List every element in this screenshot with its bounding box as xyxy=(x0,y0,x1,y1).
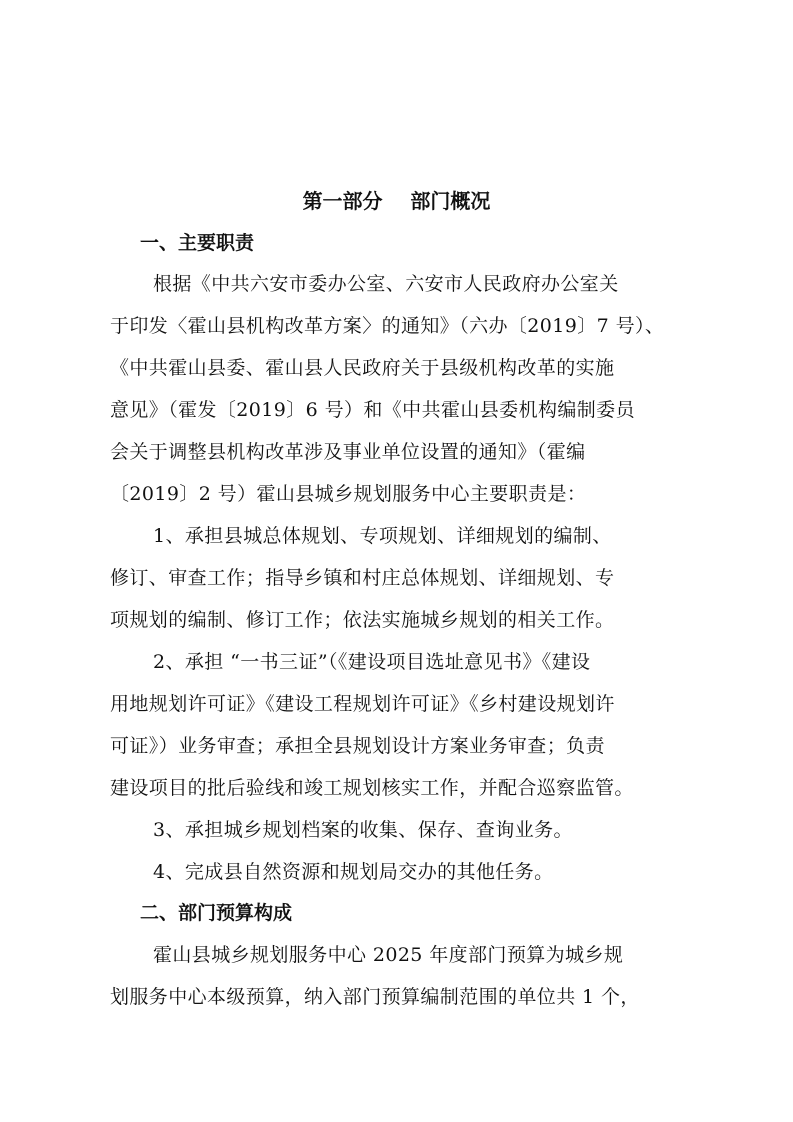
page-title: 第一部分 部门概况 xyxy=(302,189,491,213)
paragraph-line: 〔2019〕2 号）霍山县城乡规划服务中心主要职责是： xyxy=(110,483,587,505)
paragraph-line: 可证》）业务审查；承担全县规划设计方案业务审查；负责 xyxy=(110,735,605,757)
paragraph-line: 会关于调整县机构改革涉及事业单位设置的通知》（霍编 xyxy=(110,441,586,463)
paragraph-line: 建设项目的批后验线和竣工规划核实工作，并配合巡察监管。 xyxy=(110,777,634,799)
paragraph-line: 划服务中心本级预算，纳入部门预算编制范围的单位共 1 个， xyxy=(110,986,640,1008)
paragraph-line: 霍山县城乡规划服务中心 2025 年度部门预算为城乡规 xyxy=(153,944,624,966)
paragraph-line: 用地规划许可证》《建设工程规划许可证》《乡村建设规划许 xyxy=(110,693,615,715)
paragraph-line: 项规划的编制、修订工作；依法实施城乡规划的相关工作。 xyxy=(110,609,615,631)
paragraph-line: 3、承担城乡规划档案的收集、保存、查询业务。 xyxy=(153,819,573,841)
paragraph-line: 意见》（霍发〔2019〕6 号）和《中共霍山县委机构编制委员 xyxy=(110,399,635,421)
section-heading-main-duties: 一、主要职责 xyxy=(140,232,255,254)
paragraph-line: 根据《中共六安市委办公室、六安市人民政府办公室关 xyxy=(153,273,619,295)
paragraph-line: 《中共霍山县委、霍山县人民政府关于县级机构改革的实施 xyxy=(110,357,615,379)
paragraph-line: 1、承担县城总体规划、专项规划、详细规划的编制、 xyxy=(153,525,612,547)
section-heading-budget-composition: 二、部门预算构成 xyxy=(140,902,293,924)
paragraph-line: 修订、审查工作；指导乡镇和村庄总体规划、详细规划、专 xyxy=(110,567,615,589)
paragraph-line: 于印发〈霍山县机构改革方案〉的通知》（六办〔2019〕7 号）、 xyxy=(110,315,665,337)
paragraph-line: 2、承担 “一书三证”（《建设项目选址意见书》《建设 xyxy=(153,651,591,673)
paragraph-line: 4、完成县自然资源和规划局交办的其他任务。 xyxy=(153,861,554,883)
